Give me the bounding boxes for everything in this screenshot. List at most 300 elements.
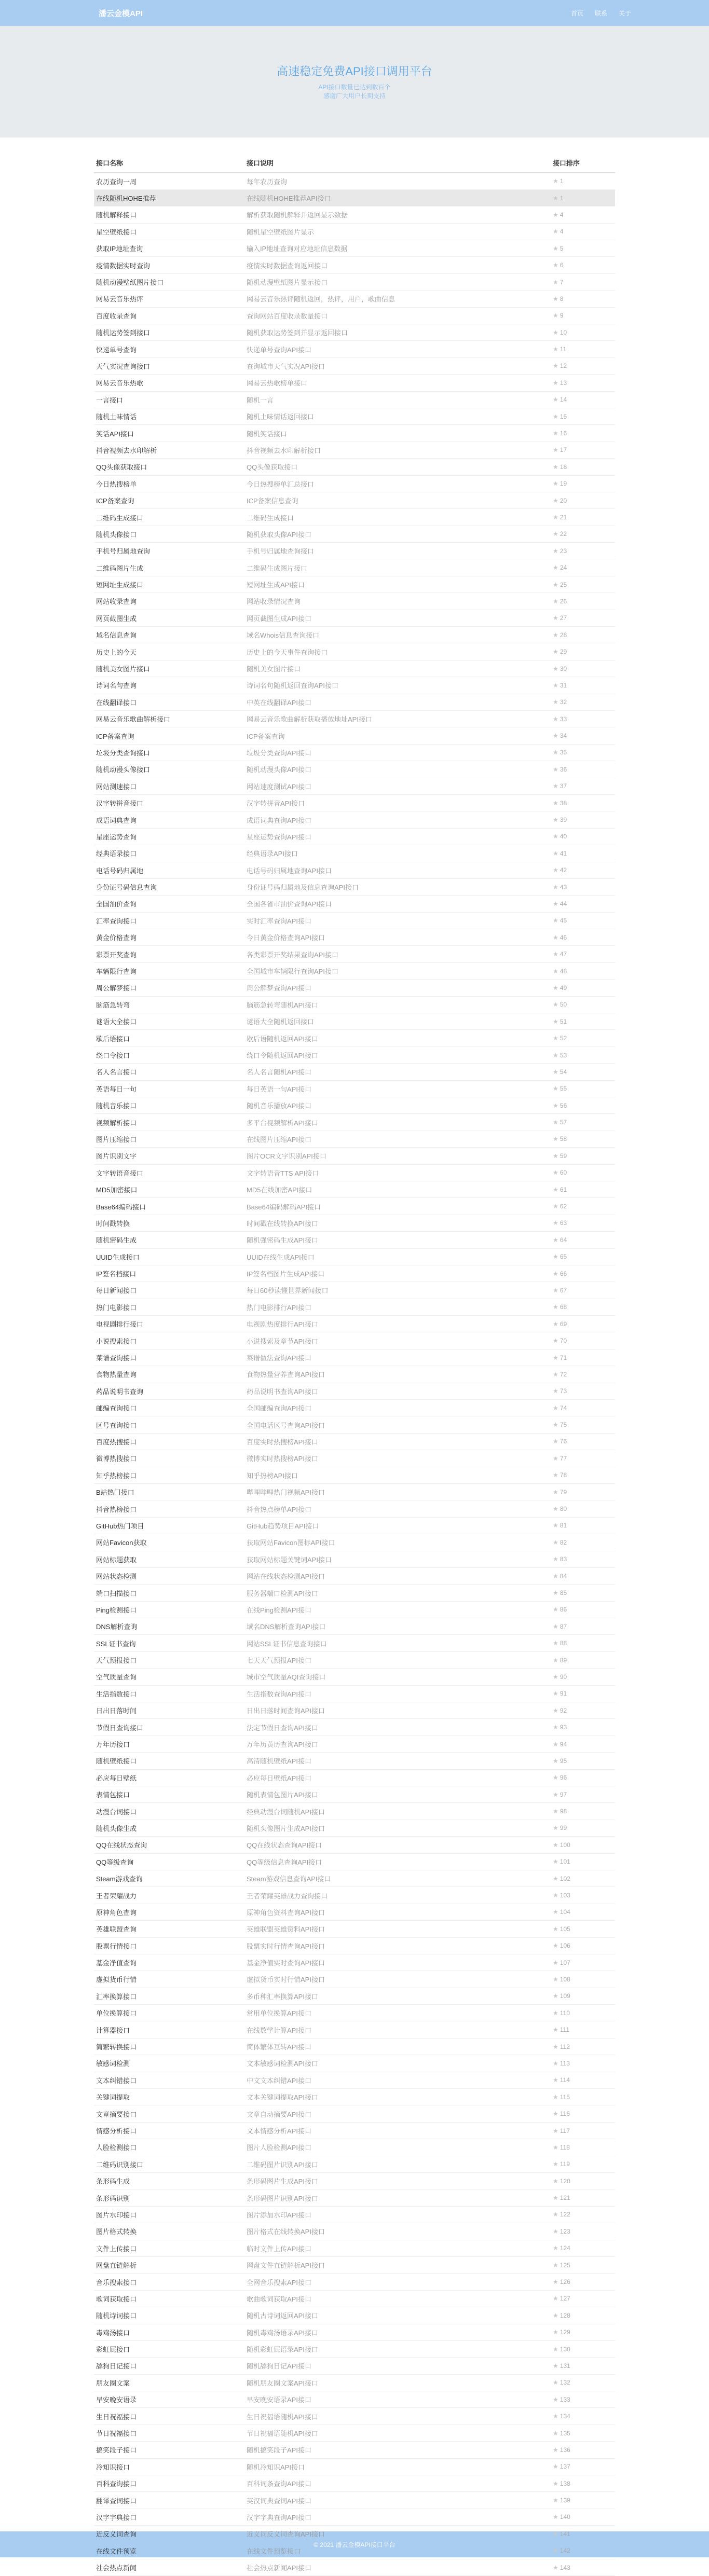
api-name-link[interactable]: 随机密码生成 [94, 1232, 244, 1248]
table-row[interactable] [94, 2005, 615, 2021]
table-row[interactable] [94, 324, 615, 341]
api-name-link[interactable]: 音乐搜索接口 [94, 2274, 244, 2290]
api-description: 域名DNS解析查询API接口 [244, 1618, 551, 1635]
api-name-link[interactable]: Steam游戏查询 [94, 1870, 244, 1886]
api-rank-value: 142 [560, 2547, 570, 2555]
table-row[interactable] [94, 408, 615, 424]
api-rank [551, 1567, 615, 1584]
api-name-link[interactable]: 随机诗词接口 [94, 2307, 244, 2324]
api-description: 成语词典查询API接口 [244, 811, 551, 828]
api-name-link[interactable]: 汇率查询接口 [94, 912, 244, 929]
table-row[interactable] [94, 1567, 615, 1584]
api-name-link[interactable]: 端口扫描接口 [94, 1585, 244, 1601]
nav-contact-link[interactable]: 联系 [594, 9, 607, 17]
api-name-link[interactable]: 短网址生成接口 [94, 576, 244, 593]
api-name-link[interactable]: 文件上传接口 [94, 2240, 244, 2256]
table-row[interactable] [94, 1753, 615, 1769]
api-name-link[interactable]: DNS解析查询 [94, 1618, 244, 1635]
table-row[interactable] [94, 2139, 615, 2156]
table-row[interactable] [94, 1046, 615, 1063]
api-name-link[interactable]: 万年历接口 [94, 1735, 244, 1752]
table-row[interactable] [94, 1316, 615, 1332]
table-row[interactable] [94, 1954, 615, 1971]
table-row[interactable] [94, 2223, 615, 2240]
table-row[interactable] [94, 357, 615, 374]
api-name-link[interactable]: 快递单号查询 [94, 341, 244, 357]
api-name-link[interactable]: Ping检测接口 [94, 1601, 244, 1618]
api-name-link[interactable]: 随机解释接口 [94, 206, 244, 223]
api-name-link[interactable]: 网易云音乐歌曲解析接口 [94, 711, 244, 727]
api-name-link[interactable]: Base64编码接口 [94, 1198, 244, 1215]
api-name-link[interactable]: 网站Favicon获取 [94, 1534, 244, 1551]
api-name-link[interactable]: 周公解梦接口 [94, 980, 244, 996]
api-name-link[interactable]: 时间戳转换 [94, 1215, 244, 1231]
table-row[interactable] [94, 2038, 615, 2055]
table-row[interactable] [94, 1215, 615, 1231]
table-row[interactable] [94, 794, 615, 811]
api-name-link[interactable]: 王者荣耀战力 [94, 1887, 244, 1904]
api-name-link[interactable]: 社会热点新闻 [94, 2559, 244, 2575]
api-name-link[interactable]: MD5加密接口 [94, 1181, 244, 1197]
api-name-link[interactable]: 歇后语接口 [94, 1030, 244, 1046]
api-name-link[interactable]: 名人名言接口 [94, 1064, 244, 1080]
api-name-link[interactable]: 单位换算接口 [94, 2005, 244, 2021]
table-row[interactable] [94, 1585, 615, 1601]
api-name-link[interactable]: IP签名档接口 [94, 1265, 244, 1282]
api-name-link[interactable]: 毒鸡汤接口 [94, 2324, 244, 2340]
table-row[interactable] [94, 677, 615, 694]
api-name-link[interactable]: 网站状态检测 [94, 1567, 244, 1584]
api-name-link[interactable]: 谜语大全接口 [94, 1013, 244, 1030]
api-name-link[interactable]: 电话号码归属地 [94, 862, 244, 878]
api-name-link[interactable]: 近反义词查询 [94, 2526, 244, 2542]
table-row[interactable] [94, 509, 615, 526]
api-name-link[interactable]: 英雄联盟查询 [94, 1921, 244, 1937]
table-row[interactable] [94, 1534, 615, 1551]
table-row[interactable] [94, 1517, 615, 1534]
table-row[interactable] [94, 1837, 615, 1853]
api-name-link[interactable]: 基金净值查询 [94, 1954, 244, 1971]
api-name-link[interactable]: 知乎热榜接口 [94, 1467, 244, 1483]
table-row[interactable] [94, 2156, 615, 2172]
api-name-link[interactable]: 表情包接口 [94, 1786, 244, 1803]
api-name-link[interactable]: 网页截图生成 [94, 610, 244, 626]
api-name-link[interactable]: GitHub热门项目 [94, 1517, 244, 1534]
table-row[interactable] [94, 1400, 615, 1416]
api-name-link[interactable]: ICP备案查询 [94, 492, 244, 508]
table-row[interactable] [94, 341, 615, 357]
api-name-link[interactable]: 星空壁纸接口 [94, 223, 244, 240]
table-row[interactable] [94, 1786, 615, 1803]
api-name-link[interactable]: 英语每日一句 [94, 1080, 244, 1097]
api-name-link[interactable]: 随机壁纸接口 [94, 1753, 244, 1769]
table-row[interactable] [94, 1265, 615, 1282]
api-name-link[interactable]: 疫情数据实时查询 [94, 257, 244, 273]
table-row[interactable] [94, 2358, 615, 2374]
api-name-link[interactable]: 汉字字典接口 [94, 2509, 244, 2525]
table-row[interactable] [94, 1198, 615, 1215]
api-name-link[interactable]: 百科查询接口 [94, 2475, 244, 2492]
table-row[interactable] [94, 660, 615, 677]
table-row[interactable] [94, 1483, 615, 1500]
api-name-link[interactable]: 电视剧排行接口 [94, 1316, 244, 1332]
api-name-link[interactable]: 必应每日壁纸 [94, 1769, 244, 1786]
api-name-link[interactable]: 随机头像接口 [94, 526, 244, 542]
table-row[interactable] [94, 1820, 615, 1836]
table-row[interactable] [94, 1853, 615, 1870]
api-name-link[interactable]: 二维码生成接口 [94, 509, 244, 526]
api-name-link[interactable]: 图片格式转换 [94, 2223, 244, 2240]
api-name-link[interactable]: 二维码图片生成 [94, 559, 244, 576]
table-row[interactable] [94, 1702, 615, 1719]
api-name-link[interactable]: 生活指数接口 [94, 1685, 244, 1702]
table-row[interactable] [94, 643, 615, 660]
table-row[interactable] [94, 878, 615, 895]
api-description: 谜语大全随机返回接口 [244, 1013, 551, 1030]
table-row[interactable] [94, 1971, 615, 1988]
table-row[interactable] [94, 1937, 615, 1954]
api-name-link[interactable]: 生日祝福接口 [94, 2408, 244, 2425]
table-row[interactable] [94, 1416, 615, 1433]
api-name-link[interactable]: 食物热量查询 [94, 1366, 244, 1383]
api-name-link[interactable]: 菜谱查询接口 [94, 1349, 244, 1366]
api-name-link[interactable]: 图片水印接口 [94, 2206, 244, 2223]
api-name-link[interactable]: 网站标题获取 [94, 1551, 244, 1567]
table-row[interactable] [94, 694, 615, 710]
table-row[interactable] [94, 2256, 615, 2273]
api-name-link[interactable]: 关键词提取 [94, 2089, 244, 2105]
api-name-link[interactable]: 随机运势签到接口 [94, 324, 244, 341]
api-name-link[interactable]: 随机动漫壁纸图片接口 [94, 273, 244, 290]
table-row[interactable] [94, 1651, 615, 1668]
table-row[interactable] [94, 2340, 615, 2357]
api-name-link[interactable]: 节假日查询接口 [94, 1719, 244, 1735]
table-row[interactable] [94, 946, 615, 962]
api-rank [551, 1937, 615, 1954]
table-row[interactable] [94, 240, 615, 257]
table-row[interactable] [94, 425, 615, 442]
api-name-link[interactable]: 每日新闻接口 [94, 1282, 244, 1299]
table-row[interactable] [94, 2055, 615, 2072]
table-row[interactable] [94, 1366, 615, 1383]
api-name-link[interactable]: 微博热搜接口 [94, 1450, 244, 1467]
api-name-link[interactable]: 节日祝福接口 [94, 2425, 244, 2441]
api-name-link[interactable]: 天气预报接口 [94, 1651, 244, 1668]
table-row[interactable] [94, 2105, 615, 2122]
table-row[interactable] [94, 2307, 615, 2324]
star-icon: ★ [553, 2564, 558, 2571]
api-name-link[interactable]: 随机头像生成 [94, 1820, 244, 1836]
api-name-link[interactable]: 敏感词检测 [94, 2055, 244, 2072]
api-name-link[interactable]: 星座运势查询 [94, 828, 244, 845]
table-row[interactable] [94, 1769, 615, 1786]
api-name-link[interactable]: 垃圾分类查询接口 [94, 744, 244, 761]
api-name-link[interactable]: 药品说明书查询 [94, 1383, 244, 1399]
table-row[interactable] [94, 2274, 615, 2290]
api-name-link[interactable]: 图片压缩接口 [94, 1131, 244, 1147]
api-name-link[interactable]: 热门电影接口 [94, 1299, 244, 1315]
table-row[interactable] [94, 1904, 615, 1920]
api-name-link[interactable]: 今日热搜榜单 [94, 475, 244, 492]
table-row[interactable] [94, 1064, 615, 1080]
table-row[interactable] [94, 2509, 615, 2525]
api-name-link[interactable]: 翻译查词接口 [94, 2492, 244, 2509]
table-row[interactable] [94, 206, 615, 223]
table-row[interactable] [94, 375, 615, 391]
table-row[interactable] [94, 1803, 615, 1820]
table-row[interactable] [94, 627, 615, 643]
table-row[interactable] [94, 1030, 615, 1046]
table-row[interactable] [94, 845, 615, 862]
table-row[interactable] [94, 1887, 615, 1904]
table-row[interactable] [94, 2240, 615, 2256]
table-row[interactable] [94, 1131, 615, 1147]
table-row[interactable] [94, 1467, 615, 1483]
table-row[interactable] [94, 1601, 615, 1618]
table-row[interactable] [94, 2374, 615, 2391]
api-name-link[interactable]: 随机动漫头像接口 [94, 761, 244, 778]
api-name-link[interactable]: 诗词名句查询 [94, 677, 244, 694]
api-name-link[interactable]: 百度热搜接口 [94, 1433, 244, 1450]
table-row[interactable] [94, 929, 615, 946]
table-row[interactable] [94, 2290, 615, 2307]
api-name-link[interactable]: 搞笑段子接口 [94, 2442, 244, 2458]
api-name-link[interactable]: 一言接口 [94, 391, 244, 408]
api-name-link[interactable]: 网站收录查询 [94, 593, 244, 610]
nav-about-link[interactable]: 关于 [618, 9, 631, 17]
api-rank [551, 324, 615, 341]
table-row[interactable] [94, 1433, 615, 1450]
table-row[interactable] [94, 2391, 615, 2408]
api-name-link[interactable]: 歌词获取接口 [94, 2290, 244, 2307]
table-row[interactable] [94, 2021, 615, 2038]
api-name-link[interactable]: QQ等级查询 [94, 1853, 244, 1870]
table-row[interactable] [94, 1164, 615, 1181]
table-row[interactable] [94, 173, 615, 189]
api-name-link[interactable]: 网易云音乐热评 [94, 291, 244, 307]
table-row[interactable] [94, 559, 615, 576]
api-name-link[interactable]: 历史上的今天 [94, 643, 244, 660]
api-name-link[interactable]: 文本纠错接口 [94, 2072, 244, 2088]
api-name-link[interactable]: 彩票开奖查询 [94, 946, 244, 962]
table-row[interactable] [94, 1349, 615, 1366]
api-name-link[interactable]: 脑筋急转弯 [94, 996, 244, 1013]
table-row[interactable] [94, 896, 615, 912]
api-name-link[interactable]: 邮编查询接口 [94, 1400, 244, 1416]
api-name-link[interactable]: 虚拟货币行情 [94, 1971, 244, 1988]
api-name-link[interactable]: 二维码识别接口 [94, 2156, 244, 2172]
table-row[interactable] [94, 459, 615, 475]
api-name-link[interactable]: 情感分析接口 [94, 2122, 244, 2139]
api-name-link[interactable]: 经典语录接口 [94, 845, 244, 862]
api-name-link[interactable]: 条形码生成 [94, 2172, 244, 2189]
table-row[interactable] [94, 543, 615, 559]
api-name-link[interactable]: 随机土味情话 [94, 408, 244, 424]
api-name-link[interactable]: 网盘直链解析 [94, 2256, 244, 2273]
table-row[interactable] [94, 980, 615, 996]
table-row[interactable] [94, 2189, 615, 2206]
api-name-link[interactable]: 计算器接口 [94, 2021, 244, 2038]
table-row[interactable] [94, 744, 615, 761]
table-row[interactable] [94, 862, 615, 878]
api-name-link[interactable]: 在线翻译接口 [94, 694, 244, 710]
api-name-link[interactable]: 车辆限行查询 [94, 962, 244, 979]
table-row[interactable] [94, 1248, 615, 1265]
api-name-link[interactable]: 汉字转拼音接口 [94, 794, 244, 811]
table-row[interactable] [94, 2072, 615, 2088]
api-name-link[interactable]: 随机音乐接口 [94, 1097, 244, 1113]
table-row[interactable] [94, 1921, 615, 1937]
table-row[interactable] [94, 2408, 615, 2425]
api-name-link[interactable]: 股票行情接口 [94, 1937, 244, 1954]
table-row[interactable] [94, 1685, 615, 1702]
api-name-link[interactable]: 网易云音乐热歌 [94, 375, 244, 391]
api-name-link[interactable]: 舔狗日记接口 [94, 2358, 244, 2374]
table-row[interactable] [94, 610, 615, 626]
table-row[interactable] [94, 2559, 615, 2575]
table-row[interactable] [94, 1383, 615, 1399]
table-row[interactable] [94, 2442, 615, 2458]
api-description: 疫情实时数据查询返回接口 [244, 257, 551, 273]
api-name-link[interactable]: 黄金价格查询 [94, 929, 244, 946]
table-row[interactable] [94, 2492, 615, 2509]
table-row[interactable] [94, 1719, 615, 1735]
api-name-link[interactable]: 在线文件预览 [94, 2542, 244, 2559]
table-row[interactable] [94, 2172, 615, 2189]
api-name-link[interactable]: 抖音视频去水印解析 [94, 442, 244, 458]
api-name-link[interactable]: 冷知识接口 [94, 2458, 244, 2475]
table-row[interactable] [94, 442, 615, 458]
table-row[interactable] [94, 593, 615, 610]
api-name-link[interactable]: 人脸检测接口 [94, 2139, 244, 2156]
api-name-link[interactable]: 网站测速接口 [94, 778, 244, 794]
api-name-link[interactable]: QQ在线状态查询 [94, 1837, 244, 1853]
api-name-link[interactable]: 汇率换算接口 [94, 1988, 244, 2004]
table-row[interactable] [94, 1735, 615, 1752]
table-row[interactable] [94, 1870, 615, 1886]
api-name-link[interactable]: 文字转语音接口 [94, 1164, 244, 1181]
api-name-link[interactable]: 成语词典查询 [94, 811, 244, 828]
table-row[interactable] [94, 526, 615, 542]
table-row[interactable] [94, 828, 615, 845]
table-row[interactable] [94, 307, 615, 324]
table-row[interactable] [94, 2206, 615, 2223]
api-name-link[interactable]: 简繁转换接口 [94, 2038, 244, 2055]
table-row[interactable] [94, 811, 615, 828]
table-row[interactable] [94, 778, 615, 794]
table-row[interactable] [94, 761, 615, 778]
api-name-link[interactable]: 文章摘要接口 [94, 2105, 244, 2122]
table-row[interactable] [94, 1988, 615, 2004]
table-row[interactable] [94, 2324, 615, 2340]
table-row[interactable] [94, 1299, 615, 1315]
table-row[interactable] [94, 391, 615, 408]
table-row[interactable] [94, 962, 615, 979]
api-name-link[interactable]: 在线随机HOHE推荐 [94, 189, 244, 206]
star-icon: ★ [553, 799, 558, 807]
table-row[interactable] [94, 912, 615, 929]
table-row[interactable] [94, 1232, 615, 1248]
api-name-link[interactable]: 条形码识别 [94, 2189, 244, 2206]
table-row[interactable] [94, 2425, 615, 2441]
table-row[interactable] [94, 1500, 615, 1517]
api-name-link[interactable]: UUID生成接口 [94, 1248, 244, 1265]
api-name-link[interactable]: 绕口令接口 [94, 1046, 244, 1063]
api-name-link[interactable]: 笑话API接口 [94, 425, 244, 442]
table-row[interactable] [94, 711, 615, 727]
api-name-link[interactable]: 抖音热榜接口 [94, 1500, 244, 1517]
api-name-link[interactable]: 获取IP地址查询 [94, 240, 244, 257]
brand-logo[interactable]: 潘云金模API [99, 9, 143, 18]
table-row[interactable] [94, 1013, 615, 1030]
api-name-link[interactable]: 天气实况查询接口 [94, 357, 244, 374]
api-name-link[interactable]: 随机美女图片接口 [94, 660, 244, 677]
table-row[interactable] [94, 1181, 615, 1197]
api-name-link[interactable]: ICP备案查询 [94, 727, 244, 744]
api-name-link[interactable]: 日出日落时间 [94, 1702, 244, 1719]
api-rank-value: 10 [560, 328, 567, 336]
nav-home-link[interactable]: 首页 [570, 9, 583, 17]
api-name-link[interactable]: 全国油价查询 [94, 896, 244, 912]
table-row[interactable] [94, 2089, 615, 2105]
table-row[interactable] [94, 1669, 615, 1685]
table-row[interactable] [94, 996, 615, 1013]
api-name-link[interactable]: 图片识别文字 [94, 1148, 244, 1164]
api-name-link[interactable]: 朋友圈文案 [94, 2374, 244, 2391]
table-row[interactable] [94, 1282, 615, 1299]
table-row[interactable] [94, 475, 615, 492]
api-name-link[interactable]: 身份证号码信息查询 [94, 878, 244, 895]
api-name-link[interactable]: 区号查询接口 [94, 1416, 244, 1433]
star-icon: ★ [553, 1538, 558, 1546]
api-name-link[interactable]: 手机号归属地查询 [94, 543, 244, 559]
table-row[interactable] [94, 2475, 615, 2492]
api-name-link[interactable]: 小说搜索接口 [94, 1332, 244, 1349]
api-name-link[interactable]: 原神角色查询 [94, 1904, 244, 1920]
api-name-link[interactable]: 动漫台词接口 [94, 1803, 244, 1820]
table-row[interactable] [94, 1551, 615, 1567]
api-name-link[interactable]: 彩虹屁接口 [94, 2340, 244, 2357]
api-name-link[interactable]: 早安晚安语录 [94, 2391, 244, 2408]
table-row[interactable] [94, 189, 615, 206]
table-row[interactable] [94, 1148, 615, 1164]
table-row[interactable] [94, 1618, 615, 1635]
table-row[interactable] [94, 1332, 615, 1349]
api-name-link[interactable]: QQ头像获取接口 [94, 459, 244, 475]
table-row[interactable] [94, 223, 615, 240]
table-row[interactable] [94, 1450, 615, 1467]
table-row[interactable] [94, 2122, 615, 2139]
api-name-link[interactable]: SSL证书查询 [94, 1635, 244, 1651]
api-name-link[interactable]: 农历查询一周 [94, 173, 244, 189]
table-row[interactable] [94, 1097, 615, 1113]
table-row[interactable] [94, 1635, 615, 1651]
api-name-link[interactable]: B站热门接口 [94, 1483, 244, 1500]
api-name-link[interactable]: 百度收录查询 [94, 307, 244, 324]
api-name-link[interactable]: 域名信息查询 [94, 627, 244, 643]
table-row[interactable] [94, 273, 615, 290]
table-row[interactable] [94, 1080, 615, 1097]
api-name-link[interactable]: 视频解析接口 [94, 1114, 244, 1131]
table-row[interactable] [94, 576, 615, 593]
table-row[interactable] [94, 257, 615, 273]
table-row[interactable] [94, 2458, 615, 2475]
table-row[interactable] [94, 727, 615, 744]
table-row[interactable] [94, 291, 615, 307]
table-row[interactable] [94, 492, 615, 508]
api-name-link[interactable]: 空气质量查询 [94, 1669, 244, 1685]
table-row[interactable] [94, 1114, 615, 1131]
